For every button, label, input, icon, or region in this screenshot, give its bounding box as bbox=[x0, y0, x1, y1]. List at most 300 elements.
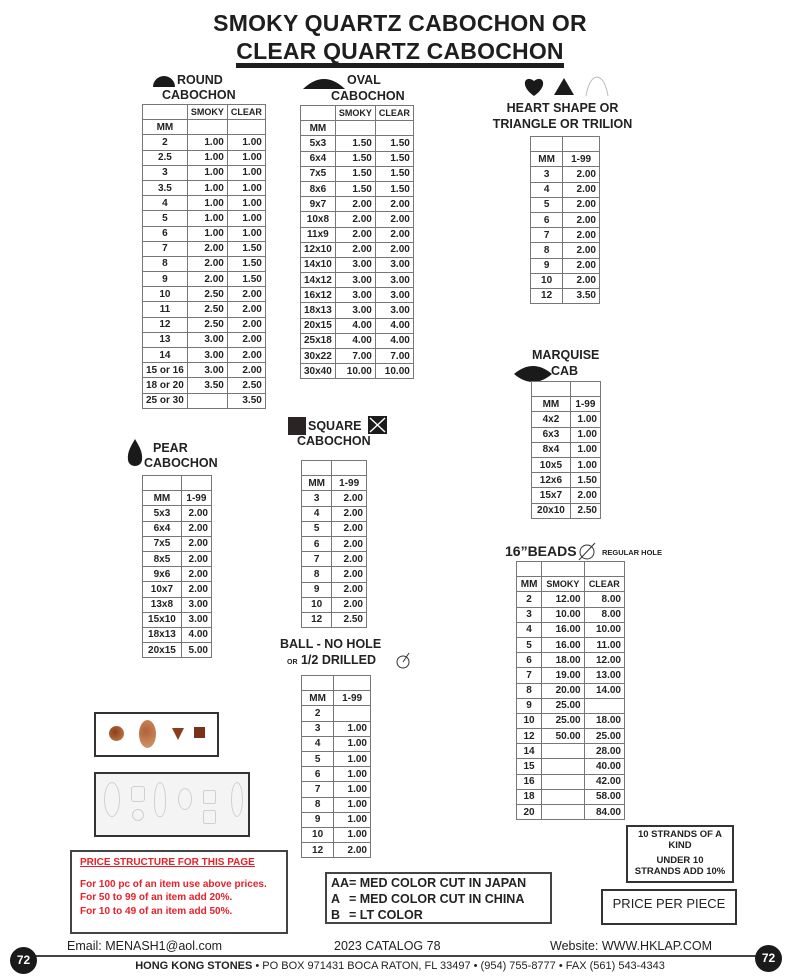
clear-quartz-photo bbox=[94, 772, 250, 837]
table-cell bbox=[143, 476, 182, 491]
table-cell: 1.50 bbox=[375, 136, 413, 151]
table-cell: 18x13 bbox=[301, 303, 336, 318]
strands-note-line: KIND bbox=[668, 840, 692, 851]
table-cell bbox=[332, 461, 367, 476]
table-cell: 10.00 bbox=[584, 622, 624, 637]
table-row bbox=[531, 212, 600, 227]
marquise-price-table bbox=[531, 381, 601, 519]
table-cell: 2 bbox=[143, 135, 188, 150]
table-cell: 8.00 bbox=[584, 592, 624, 607]
table-cell: MM bbox=[532, 397, 571, 412]
round-subtitle: CABOCHON bbox=[162, 88, 236, 102]
beads-subtitle: REGULAR HOLE bbox=[602, 548, 662, 557]
table-cell: 7 bbox=[302, 782, 334, 797]
table-cell bbox=[570, 382, 600, 397]
table-cell: 1.00 bbox=[227, 226, 265, 241]
oval-price-table bbox=[300, 105, 414, 379]
table-cell bbox=[302, 461, 332, 476]
table-cell: 8x6 bbox=[301, 181, 336, 196]
table-row bbox=[143, 135, 266, 150]
table-row bbox=[302, 476, 367, 491]
table-cell: 3.00 bbox=[181, 597, 211, 612]
table-row bbox=[143, 120, 266, 135]
table-cell: 2.00 bbox=[335, 227, 375, 242]
table-cell: 7.00 bbox=[375, 349, 413, 364]
clear-stone-image bbox=[203, 790, 216, 804]
table-cell: 1.50 bbox=[335, 151, 375, 166]
table-cell: 10 bbox=[302, 827, 334, 842]
table-cell bbox=[542, 562, 584, 577]
table-cell: 4 bbox=[517, 622, 542, 637]
table-row bbox=[302, 506, 367, 521]
table-cell: 4.00 bbox=[375, 318, 413, 333]
table-cell: 1-99 bbox=[334, 691, 371, 706]
table-cell: 15x7 bbox=[532, 488, 571, 503]
trilion-icon bbox=[584, 76, 610, 97]
beads-price-table bbox=[516, 561, 625, 820]
square-icon bbox=[288, 417, 306, 435]
table-row bbox=[143, 643, 212, 658]
table-cell: 2.00 bbox=[187, 256, 227, 271]
table-cell: 28.00 bbox=[584, 744, 624, 759]
table-cell: 4.00 bbox=[335, 333, 375, 348]
table-cell: 2.00 bbox=[334, 843, 371, 858]
table-cell: 2.00 bbox=[563, 167, 600, 182]
table-cell: 2.50 bbox=[570, 503, 600, 518]
table-row bbox=[532, 382, 601, 397]
strands-note-box bbox=[626, 825, 734, 883]
table-cell: 1.00 bbox=[570, 442, 600, 457]
grade-row: AA = MED COLOR CUT IN JAPAN bbox=[331, 876, 527, 890]
table-cell: 3.00 bbox=[187, 332, 227, 347]
table-row bbox=[302, 536, 367, 551]
table-row bbox=[143, 302, 266, 317]
table-cell: 16.00 bbox=[542, 622, 584, 637]
table-cell: 1.00 bbox=[334, 797, 371, 812]
square-subtitle: CABOCHON bbox=[297, 434, 371, 448]
oval-cabochon-icon bbox=[302, 75, 346, 89]
clear-stone-image bbox=[154, 782, 166, 817]
table-cell: 2.00 bbox=[563, 197, 600, 212]
table-cell: 1.50 bbox=[335, 136, 375, 151]
table-cell: CLEAR bbox=[375, 106, 413, 121]
table-cell: 12 bbox=[531, 288, 563, 303]
table-cell: 8x5 bbox=[143, 551, 182, 566]
table-cell: 6 bbox=[302, 767, 334, 782]
table-cell: 10x7 bbox=[143, 582, 182, 597]
table-cell: 2.00 bbox=[335, 242, 375, 257]
table-cell: 3.00 bbox=[335, 257, 375, 272]
table-cell: MM bbox=[143, 120, 188, 135]
clear-stone-image bbox=[203, 810, 216, 824]
table-row bbox=[143, 393, 266, 408]
table-cell: 6 bbox=[517, 653, 542, 668]
table-cell bbox=[542, 774, 584, 789]
table-row bbox=[301, 303, 414, 318]
table-cell: MM bbox=[301, 121, 336, 136]
table-cell: 6 bbox=[302, 536, 332, 551]
table-row bbox=[143, 476, 212, 491]
table-row bbox=[517, 789, 625, 804]
table-cell: 2.00 bbox=[375, 212, 413, 227]
table-cell: 2.50 bbox=[187, 317, 227, 332]
table-cell: 6 bbox=[531, 212, 563, 227]
table-cell: 3 bbox=[302, 491, 332, 506]
page-title-line1: SMOKY QUARTZ CABOCHON OR bbox=[213, 10, 587, 36]
table-cell: 18.00 bbox=[542, 653, 584, 668]
table-row bbox=[301, 288, 414, 303]
table-cell: 13.00 bbox=[584, 668, 624, 683]
ball-title: BALL - NO HOLE bbox=[280, 637, 382, 651]
table-cell: 18 bbox=[517, 789, 542, 804]
table-cell: 1.00 bbox=[187, 226, 227, 241]
table-row bbox=[143, 317, 266, 332]
pear-subtitle: CABOCHON bbox=[144, 456, 218, 470]
table-cell bbox=[584, 698, 624, 713]
price-structure-line: For 10 to 49 of an item add 50%. bbox=[80, 905, 233, 917]
page-title-line2 bbox=[0, 38, 800, 68]
table-row bbox=[302, 491, 367, 506]
table-cell: 2.00 bbox=[227, 348, 265, 363]
square-title: SQUARE bbox=[308, 419, 362, 433]
table-cell: 10 bbox=[517, 713, 542, 728]
table-cell: 3.00 bbox=[375, 303, 413, 318]
table-cell: 20x15 bbox=[301, 318, 336, 333]
table-row bbox=[531, 197, 600, 212]
table-row bbox=[301, 257, 414, 272]
table-cell bbox=[584, 562, 624, 577]
table-row bbox=[517, 759, 625, 774]
table-cell: 14 bbox=[517, 744, 542, 759]
table-row bbox=[531, 182, 600, 197]
table-cell: 2.50 bbox=[227, 378, 265, 393]
table-cell: 1.00 bbox=[187, 180, 227, 195]
table-row bbox=[301, 181, 414, 196]
table-row bbox=[301, 349, 414, 364]
table-cell: 2.00 bbox=[563, 182, 600, 197]
table-row bbox=[302, 597, 367, 612]
table-row bbox=[302, 843, 371, 858]
table-row bbox=[517, 653, 625, 668]
table-cell: 5 bbox=[531, 197, 563, 212]
strands-note-line: STRANDS ADD 10% bbox=[634, 866, 726, 877]
table-row bbox=[301, 227, 414, 242]
table-cell: 2.00 bbox=[563, 273, 600, 288]
table-cell: 2.50 bbox=[187, 302, 227, 317]
table-row bbox=[302, 582, 367, 597]
table-cell: 3.00 bbox=[375, 288, 413, 303]
table-cell: 2.00 bbox=[332, 597, 367, 612]
clear-stone-image bbox=[104, 782, 120, 817]
table-cell: 8 bbox=[302, 797, 334, 812]
table-cell: MM bbox=[531, 152, 563, 167]
table-row bbox=[301, 318, 414, 333]
clear-stone-image bbox=[231, 782, 243, 817]
table-row bbox=[301, 364, 414, 379]
table-row bbox=[301, 121, 414, 136]
table-row bbox=[517, 577, 625, 592]
table-cell: 1.00 bbox=[334, 827, 371, 842]
table-cell: 25x18 bbox=[301, 333, 336, 348]
table-row bbox=[302, 612, 367, 627]
table-cell: 11.00 bbox=[584, 637, 624, 652]
table-cell: 10.00 bbox=[542, 607, 584, 622]
table-cell: 4x2 bbox=[532, 412, 571, 427]
table-cell: 4 bbox=[531, 182, 563, 197]
table-cell: 1.00 bbox=[227, 135, 265, 150]
table-row bbox=[143, 506, 212, 521]
table-row bbox=[301, 166, 414, 181]
table-row bbox=[517, 607, 625, 622]
footer-email[interactable]: Email: MENASH1@aol.com bbox=[67, 939, 223, 953]
table-row bbox=[517, 729, 625, 744]
table-cell: 10.00 bbox=[335, 364, 375, 379]
table-cell: 1.00 bbox=[334, 767, 371, 782]
table-cell: 14.00 bbox=[584, 683, 624, 698]
table-row bbox=[302, 827, 371, 842]
table-cell: 2.00 bbox=[181, 582, 211, 597]
table-cell: 16x12 bbox=[301, 288, 336, 303]
table-cell: 4 bbox=[302, 506, 332, 521]
table-cell: 3.50 bbox=[227, 393, 265, 408]
table-row bbox=[531, 258, 600, 273]
table-cell bbox=[334, 706, 371, 721]
heart-price-table bbox=[530, 136, 600, 304]
grade-row: B = LT COLOR bbox=[331, 908, 423, 922]
table-row bbox=[517, 805, 625, 820]
table-cell: 7 bbox=[531, 228, 563, 243]
table-cell: 10.00 bbox=[375, 364, 413, 379]
oval-title: OVAL bbox=[347, 73, 381, 87]
table-cell: 1-99 bbox=[332, 476, 367, 491]
table-cell: 4 bbox=[302, 736, 334, 751]
table-cell: 9 bbox=[302, 582, 332, 597]
table-row bbox=[143, 597, 212, 612]
table-cell: 12x10 bbox=[301, 242, 336, 257]
table-row bbox=[301, 242, 414, 257]
table-cell: 1.00 bbox=[227, 196, 265, 211]
table-cell: 25 or 30 bbox=[143, 393, 188, 408]
table-cell: 1-99 bbox=[563, 152, 600, 167]
table-cell: 6x3 bbox=[532, 427, 571, 442]
table-row bbox=[302, 691, 371, 706]
table-cell: 2.00 bbox=[570, 488, 600, 503]
footer-company: HONG KONG STONES bbox=[135, 960, 253, 972]
table-cell: 2 bbox=[517, 592, 542, 607]
table-cell: SMOKY bbox=[187, 105, 227, 120]
heart-title: HEART SHAPE OR bbox=[506, 101, 619, 115]
footer-catalog: 2023 CATALOG 78 bbox=[334, 939, 441, 953]
table-row bbox=[143, 226, 266, 241]
table-row bbox=[302, 706, 371, 721]
table-row bbox=[301, 151, 414, 166]
table-cell: 14x10 bbox=[301, 257, 336, 272]
table-row bbox=[517, 698, 625, 713]
oval-subtitle: CABOCHON bbox=[331, 89, 405, 103]
table-cell: 11x9 bbox=[301, 227, 336, 242]
table-cell: 3.50 bbox=[187, 378, 227, 393]
table-cell: 30x22 bbox=[301, 349, 336, 364]
clear-stone-image bbox=[178, 788, 192, 810]
table-cell: 18x13 bbox=[143, 627, 182, 642]
table-row bbox=[517, 562, 625, 577]
table-row bbox=[143, 348, 266, 363]
table-cell: MM bbox=[143, 491, 182, 506]
table-cell: 2.50 bbox=[187, 287, 227, 302]
table-cell: 8 bbox=[143, 256, 188, 271]
marquise-subtitle: CAB bbox=[551, 364, 579, 378]
half-drilled-ball-icon bbox=[396, 651, 412, 669]
table-cell: 2.00 bbox=[227, 302, 265, 317]
table-cell: 3.00 bbox=[375, 273, 413, 288]
table-cell: 12.00 bbox=[542, 592, 584, 607]
page-number-right: 72 bbox=[755, 945, 782, 972]
table-cell: 8 bbox=[531, 243, 563, 258]
table-cell: 1.00 bbox=[334, 751, 371, 766]
table-cell: 2.00 bbox=[181, 521, 211, 536]
table-row bbox=[532, 412, 601, 427]
table-row bbox=[143, 180, 266, 195]
price-structure-line: For 100 pc of an item use above prices. bbox=[80, 878, 267, 890]
table-row bbox=[143, 567, 212, 582]
table-row bbox=[517, 713, 625, 728]
table-cell: 2.00 bbox=[181, 551, 211, 566]
price-per-piece-box bbox=[601, 889, 737, 925]
table-cell: 2.00 bbox=[332, 552, 367, 567]
table-row bbox=[143, 551, 212, 566]
table-row bbox=[302, 797, 371, 812]
oval-stone-image bbox=[139, 720, 156, 748]
table-cell: 1.00 bbox=[227, 180, 265, 195]
table-cell: 7x5 bbox=[143, 536, 182, 551]
table-cell bbox=[517, 562, 542, 577]
footer-address bbox=[0, 960, 800, 972]
table-cell: 3 bbox=[302, 721, 334, 736]
table-cell bbox=[375, 121, 413, 136]
table-cell: 2.00 bbox=[227, 332, 265, 347]
table-cell: 1.00 bbox=[334, 721, 371, 736]
table-cell: 7 bbox=[517, 668, 542, 683]
table-row bbox=[301, 106, 414, 121]
footer-divider bbox=[30, 955, 770, 957]
table-row bbox=[301, 197, 414, 212]
smoky-quartz-photo bbox=[94, 712, 219, 757]
table-cell bbox=[542, 789, 584, 804]
table-row bbox=[532, 457, 601, 472]
table-cell: 2.00 bbox=[227, 317, 265, 332]
table-cell: 2.5 bbox=[143, 150, 188, 165]
clear-stone-image bbox=[131, 786, 145, 802]
clear-stone-image bbox=[132, 809, 144, 821]
table-cell: 18.00 bbox=[584, 713, 624, 728]
table-cell: 20x15 bbox=[143, 643, 182, 658]
table-row bbox=[143, 165, 266, 180]
table-cell: 1.00 bbox=[187, 135, 227, 150]
table-row bbox=[517, 744, 625, 759]
round-stone-image bbox=[109, 726, 124, 741]
table-cell: 2.00 bbox=[563, 243, 600, 258]
table-row bbox=[302, 552, 367, 567]
table-cell: 10x8 bbox=[301, 212, 336, 227]
table-row bbox=[302, 676, 371, 691]
table-cell: 25.00 bbox=[542, 698, 584, 713]
table-row bbox=[143, 332, 266, 347]
table-cell: 10x5 bbox=[532, 457, 571, 472]
table-cell: 58.00 bbox=[584, 789, 624, 804]
table-cell: 9 bbox=[531, 258, 563, 273]
table-cell: 1.00 bbox=[334, 812, 371, 827]
table-cell: 1.50 bbox=[570, 473, 600, 488]
table-row bbox=[143, 211, 266, 226]
table-row bbox=[302, 567, 367, 582]
table-cell: 20.00 bbox=[542, 683, 584, 698]
round-price-table bbox=[142, 104, 266, 409]
round-title: ROUND bbox=[177, 73, 223, 87]
table-cell: 12 bbox=[302, 843, 334, 858]
table-row bbox=[143, 272, 266, 287]
table-cell: 5x3 bbox=[143, 506, 182, 521]
table-row bbox=[302, 461, 367, 476]
table-row bbox=[143, 241, 266, 256]
table-cell: 16 bbox=[517, 774, 542, 789]
table-cell: 10 bbox=[302, 597, 332, 612]
table-cell bbox=[334, 676, 371, 691]
price-structure-box bbox=[70, 850, 288, 934]
footer-website[interactable]: Website: WWW.HKLAP.COM bbox=[550, 939, 713, 953]
table-row bbox=[517, 683, 625, 698]
table-cell: 10 bbox=[143, 287, 188, 302]
table-cell bbox=[187, 120, 227, 135]
table-cell: 7.00 bbox=[335, 349, 375, 364]
table-cell bbox=[302, 676, 334, 691]
table-cell: 2.00 bbox=[332, 491, 367, 506]
table-row bbox=[517, 774, 625, 789]
grade-legend-box bbox=[325, 872, 552, 924]
table-cell bbox=[227, 120, 265, 135]
table-cell: 2.00 bbox=[181, 567, 211, 582]
heart-icon bbox=[523, 77, 545, 97]
table-cell: 8x4 bbox=[532, 442, 571, 457]
table-cell: 14 bbox=[143, 348, 188, 363]
table-cell: 3.00 bbox=[187, 363, 227, 378]
table-cell: 15 or 16 bbox=[143, 363, 188, 378]
table-cell: 4.00 bbox=[335, 318, 375, 333]
table-cell: 2.00 bbox=[181, 536, 211, 551]
table-cell: 1.50 bbox=[227, 256, 265, 271]
table-cell: 5 bbox=[302, 751, 334, 766]
table-cell: CLEAR bbox=[584, 577, 624, 592]
table-cell: 5.00 bbox=[181, 643, 211, 658]
table-row bbox=[143, 287, 266, 302]
table-cell: 20 bbox=[517, 805, 542, 820]
table-cell bbox=[532, 382, 571, 397]
table-cell: 4 bbox=[143, 196, 188, 211]
table-cell: 5 bbox=[302, 521, 332, 536]
table-cell: 1.00 bbox=[227, 150, 265, 165]
table-row bbox=[517, 592, 625, 607]
table-cell: 1.00 bbox=[187, 165, 227, 180]
table-cell: 2.00 bbox=[335, 212, 375, 227]
table-row bbox=[302, 751, 371, 766]
table-cell: 10 bbox=[531, 273, 563, 288]
page-title-line2-text: CLEAR QUARTZ CABOCHON bbox=[236, 39, 563, 68]
table-cell: 3.00 bbox=[187, 348, 227, 363]
table-cell: 3.5 bbox=[143, 180, 188, 195]
table-row bbox=[517, 637, 625, 652]
table-row bbox=[302, 721, 371, 736]
table-cell: 5x3 bbox=[301, 136, 336, 151]
table-row bbox=[302, 521, 367, 536]
